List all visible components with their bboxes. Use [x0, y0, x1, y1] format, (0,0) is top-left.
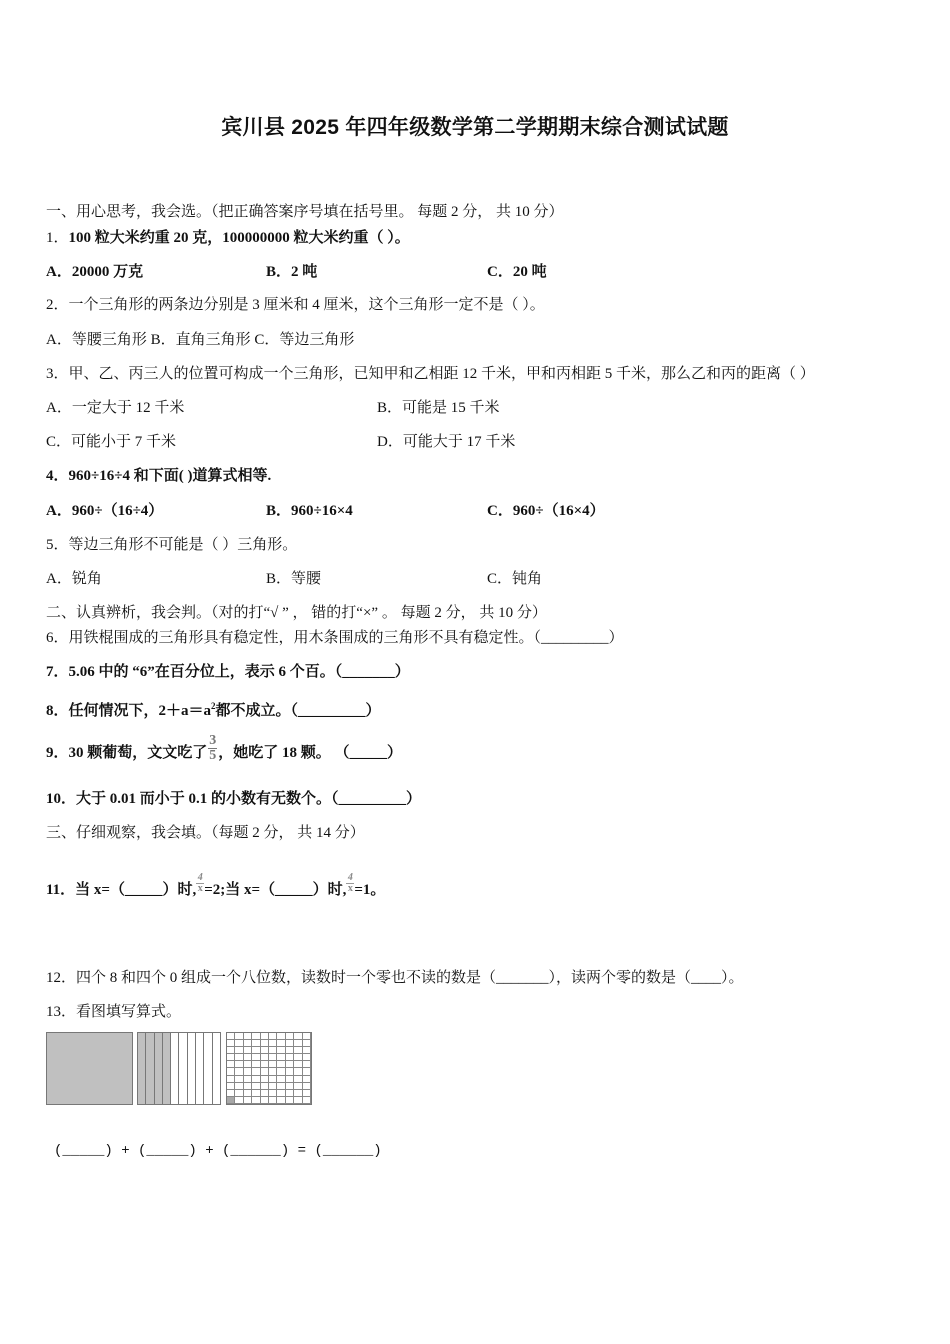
grid-cell — [252, 1068, 260, 1075]
grid-cell — [252, 1083, 260, 1090]
grid-cell — [303, 1054, 311, 1061]
q11-text-c: =1。 — [354, 882, 386, 898]
grid-cell — [303, 1033, 311, 1040]
grid-cell — [235, 1040, 243, 1047]
grid-cell — [294, 1033, 302, 1040]
question-9 — [46, 733, 403, 764]
grid-cell — [261, 1068, 269, 1075]
grid-cell — [277, 1054, 285, 1061]
tenth-strip — [138, 1033, 146, 1104]
grid-cell — [227, 1061, 235, 1068]
question-4 — [46, 466, 271, 486]
question-text: 100 粒大米约重 20 克，100000000 粒大米约重（ ）。 — [68, 230, 410, 246]
tenth-strip — [196, 1033, 204, 1104]
q5-option-b: B．等腰 — [266, 571, 322, 587]
grid-cell — [252, 1033, 260, 1040]
grid-cell — [277, 1040, 285, 1047]
grid-cell — [235, 1097, 243, 1104]
fraction-numerator: 4 — [197, 872, 203, 883]
grid-cell — [227, 1040, 235, 1047]
grid-cell — [269, 1068, 277, 1075]
grid-cell — [277, 1061, 285, 1068]
question-number: 1． — [46, 230, 69, 246]
question-text: 等边三角形不可能是（ ）三角形。 — [68, 537, 298, 553]
grid-cell — [235, 1090, 243, 1097]
fraction-denominator: 5 — [209, 748, 217, 764]
fraction-numerator: 3 — [209, 733, 217, 749]
grid-cell — [286, 1047, 294, 1054]
grid-cell — [261, 1097, 269, 1104]
grid-cell — [303, 1061, 311, 1068]
grid-cell — [269, 1090, 277, 1097]
grid-cell — [294, 1076, 302, 1083]
grid-cell — [269, 1061, 277, 1068]
tenth-strip — [204, 1033, 212, 1104]
grid-cell — [277, 1090, 285, 1097]
question-2 — [46, 295, 545, 315]
q3-option-c: C．可能小于 7 千米 — [46, 434, 177, 450]
question-5 — [46, 535, 297, 555]
grid-cell — [294, 1097, 302, 1104]
q5-option-a: A．锐角 — [46, 571, 102, 587]
question-10: 10．大于 0.01 而小于 0.1 的小数有无数个。（_________） — [46, 791, 422, 807]
q1-option-c: C．20 吨 — [487, 264, 547, 280]
grid-cell — [244, 1097, 252, 1104]
q2-options: A．等腰三角形 B．直角三角形 C．等边三角形 — [46, 332, 355, 348]
grid-cell — [244, 1083, 252, 1090]
grid-cell — [269, 1033, 277, 1040]
grid-cell — [269, 1040, 277, 1047]
question-3 — [46, 364, 815, 384]
question-text: 一个三角形的两条边分别是 3 厘米和 4 厘米，这个三角形一定不是（ ）。 — [68, 297, 545, 313]
q4-option-a: A．960÷（16÷4） — [46, 503, 164, 519]
tenth-strip — [146, 1033, 154, 1104]
grid-cell — [252, 1061, 260, 1068]
grid-cell — [294, 1061, 302, 1068]
question-1 — [46, 228, 410, 248]
tenth-strip — [213, 1033, 220, 1104]
tenth-strip — [171, 1033, 179, 1104]
section-3-heading: 三、仔细观察，我会填。（每题 2 分， 共 14 分） — [46, 825, 365, 841]
grid-cell — [261, 1076, 269, 1083]
tenth-strip — [188, 1033, 196, 1104]
grid-cell — [303, 1076, 311, 1083]
grid-cell — [244, 1040, 252, 1047]
q4-option-c: C．960÷（16×4） — [487, 503, 605, 519]
grid-cell — [303, 1068, 311, 1075]
grid-cell — [294, 1090, 302, 1097]
grid-cell — [286, 1076, 294, 1083]
grid-cell — [269, 1083, 277, 1090]
grid-cell — [261, 1047, 269, 1054]
grid-cell — [235, 1076, 243, 1083]
page-title: 宾川县 2025 年四年级数学第二学期期末综合测试试题 — [221, 116, 729, 139]
grid-cell — [261, 1061, 269, 1068]
q3-option-a: A．一定大于 12 千米 — [46, 400, 185, 416]
grid-cell — [303, 1047, 311, 1054]
grid-cell — [227, 1083, 235, 1090]
q13-equation: (_____) + (_____) + (______) = (______) — [54, 1143, 382, 1159]
grid-cell — [269, 1076, 277, 1083]
q11-text-b: =2;当 x=（_____）时, — [204, 882, 347, 898]
q11-fraction-2 — [346, 873, 354, 894]
grid-cell — [235, 1083, 243, 1090]
grid-cell — [244, 1068, 252, 1075]
question-7: 7．5.06 中的 “6”在百分位上，表示 6 个百。（_______） — [46, 664, 410, 680]
q5-option-c: C．钝角 — [487, 571, 543, 587]
question-13: 13．看图填写算式。 — [46, 1004, 182, 1020]
q1-option-b: B．2 吨 — [266, 264, 318, 280]
grid-cell — [261, 1083, 269, 1090]
q9-fraction — [208, 734, 217, 763]
q8-text-after: 都不成立。（_________） — [215, 703, 381, 719]
grid-cell — [294, 1040, 302, 1047]
grid-cell — [269, 1097, 277, 1104]
grid-cell — [227, 1076, 235, 1083]
grid-cell — [252, 1090, 260, 1097]
q9-text-after: ，她吃了 18 颗。 （_____） — [218, 745, 403, 761]
grid-cell — [294, 1068, 302, 1075]
grid-cell — [235, 1068, 243, 1075]
question-11 — [46, 872, 386, 900]
section-2-heading: 二、认真辨析，我会判。（对的打“√ ” ， 错的打“×” 。 每题 2 分， 共 10 分） — [46, 605, 547, 621]
question-text: 甲、乙、丙三人的位置可构成一个三角形，已知甲和乙相距 12 千米，甲和丙相距 5 千米，那么乙和丙的距离（ ） — [68, 366, 815, 382]
grid-cell — [261, 1033, 269, 1040]
grid-cell — [269, 1054, 277, 1061]
grid-cell — [244, 1047, 252, 1054]
grid-cell — [261, 1040, 269, 1047]
grid-cell — [303, 1040, 311, 1047]
q1-option-a: A．20000 万克 — [46, 264, 144, 280]
grid-cell — [277, 1076, 285, 1083]
fraction-denominator: x — [197, 883, 203, 894]
grid-cell — [244, 1090, 252, 1097]
grid-cell — [269, 1047, 277, 1054]
grid-cell — [261, 1090, 269, 1097]
question-8 — [46, 696, 381, 721]
grid-cell — [261, 1054, 269, 1061]
grid-cell — [227, 1097, 235, 1104]
q8-text-before: 8．任何情况下，2＋a＝a — [46, 703, 212, 719]
q9-text-before: 9．30 颗葡萄，文文吃了 — [46, 745, 208, 761]
grid-cell — [286, 1040, 294, 1047]
q3-option-b: B．可能是 15 千米 — [377, 400, 500, 416]
grid-cell — [235, 1033, 243, 1040]
q11-fraction-1 — [196, 873, 204, 894]
tenth-strip — [163, 1033, 171, 1104]
grid-cell — [286, 1090, 294, 1097]
question-6: 6．用铁棍围成的三角形具有稳定性，用木条围成的三角形不具有稳定性。（_________） — [46, 630, 624, 646]
grid-cell — [294, 1083, 302, 1090]
fraction-denominator: x — [347, 883, 353, 894]
grid-cell — [227, 1068, 235, 1075]
figure-tenths — [137, 1032, 221, 1105]
grid-cell — [227, 1033, 235, 1040]
grid-cell — [235, 1054, 243, 1061]
grid-cell — [303, 1083, 311, 1090]
figure-whole-square — [46, 1032, 133, 1105]
grid-cell — [252, 1054, 260, 1061]
grid-cell — [244, 1061, 252, 1068]
grid-cell — [286, 1068, 294, 1075]
grid-cell — [294, 1047, 302, 1054]
q8-superscript: 2 — [211, 701, 216, 711]
section-1-heading: 一、用心思考，我会选。（把正确答案序号填在括号里。 每题 2 分， 共 10 分） — [46, 204, 564, 220]
grid-cell — [252, 1097, 260, 1104]
grid-cell — [227, 1090, 235, 1097]
grid-cell — [227, 1054, 235, 1061]
grid-cell — [252, 1076, 260, 1083]
grid-cell — [286, 1097, 294, 1104]
question-number: 5． — [46, 537, 69, 553]
grid-cell — [244, 1054, 252, 1061]
grid-cell — [286, 1054, 294, 1061]
grid-cell — [303, 1097, 311, 1104]
grid-cell — [277, 1083, 285, 1090]
grid-cell — [277, 1068, 285, 1075]
question-number: 4． — [46, 468, 69, 484]
question-number: 2． — [46, 297, 69, 313]
grid-cell — [286, 1083, 294, 1090]
grid-cell — [277, 1097, 285, 1104]
fraction-numerator: 4 — [347, 872, 353, 883]
grid-cell — [235, 1061, 243, 1068]
tenth-strip — [179, 1033, 187, 1104]
tenth-strip — [155, 1033, 163, 1104]
grid-cell — [277, 1033, 285, 1040]
figure-hundredths — [226, 1032, 312, 1105]
question-12: 12．四个 8 和四个 0 组成一个八位数，读数时一个零也不读的数是（_______），读两个零的数是（____）。 — [46, 970, 744, 986]
q4-option-b: B．960÷16×4 — [266, 503, 353, 519]
question-text: 960÷16÷4 和下面( )道算式相等. — [68, 468, 272, 484]
grid-cell — [235, 1047, 243, 1054]
question-number: 3． — [46, 366, 69, 382]
grid-cell — [277, 1047, 285, 1054]
grid-cell — [227, 1047, 235, 1054]
grid-cell — [294, 1054, 302, 1061]
q11-text-a: 11．当 x=（_____）时, — [46, 882, 197, 898]
grid-cell — [286, 1033, 294, 1040]
grid-cell — [286, 1061, 294, 1068]
grid-cell — [252, 1040, 260, 1047]
grid-cell — [244, 1033, 252, 1040]
grid-cell — [303, 1090, 311, 1097]
grid-cell — [244, 1076, 252, 1083]
grid-cell — [252, 1047, 260, 1054]
q3-option-d: D．可能大于 17 千米 — [377, 434, 516, 450]
